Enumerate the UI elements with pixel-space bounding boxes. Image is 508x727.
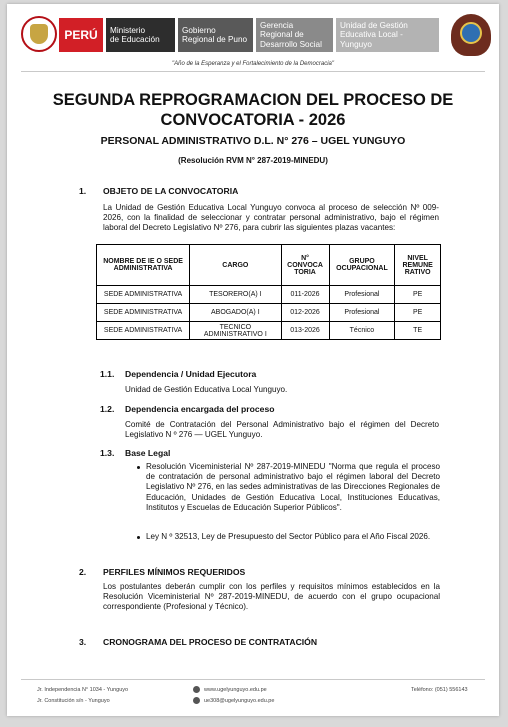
subsection-heading: Dependencia encargada del proceso [125, 404, 275, 414]
subsection-text: Comité de Contratación del Personal Administrativo bajo el régimen del Decreto Legislativo N º 276 — UGEL Yunguyo. [125, 420, 439, 440]
table-cell: ABOGADO(A) I [190, 304, 281, 322]
table-header: N° CONVOCA TORIA [281, 245, 329, 286]
table-cell: SEDE ADMINISTRATIVA [97, 304, 190, 322]
national-seal-icon [21, 16, 57, 52]
table-cell: TE [395, 322, 441, 340]
table-cell: PE [395, 286, 441, 304]
section-number: 3. [79, 637, 87, 647]
table-row [97, 304, 441, 322]
year-motto: "Año de la Esperanza y el Fortalecimiento de la Democracia" [171, 61, 334, 67]
resolution-reference: (Resolución RVM N° 287-2019-MINEDU) [178, 156, 328, 165]
email-icon [193, 697, 200, 704]
footer-website: www.ugelyunguyo.edu.pe [204, 687, 267, 693]
regional-government-label: Gobierno Regional de Puno [177, 18, 253, 52]
letterhead [21, 14, 491, 56]
table-cell: SEDE ADMINISTRATIVA [97, 322, 190, 340]
table-cell: 013-2026 [281, 322, 329, 340]
section-heading: CRONOGRAMA DEL PROCESO DE CONTRATACIÓN [103, 637, 318, 647]
document-title: SEGUNDA REPROGRAMACION DEL PROCESO DE CONVOCATORIA - 2026 [52, 91, 454, 129]
subsection-text: Unidad de Gestión Educativa Local Yunguyo. [125, 385, 288, 394]
subsection-heading: Dependencia / Unidad Ejecutora [125, 369, 257, 379]
ugel-logo-icon [451, 14, 491, 56]
country-label: PERÚ [59, 18, 103, 52]
section-heading: PERFILES MÍNIMOS REQUERIDOS [103, 567, 246, 577]
footer-divider [21, 679, 485, 680]
ugel-label: Unidad de Gestión Educativa Local - Yunguyo [335, 18, 439, 52]
section-number: 2. [79, 567, 87, 577]
footer-address: Jr. Constitución s/n - Yunguyo [37, 698, 110, 704]
legal-basis-item: Ley N º 32513, Ley de Presupuesto del Sector Público para el Año Fiscal 2026. [146, 532, 431, 541]
header-divider [21, 71, 485, 72]
footer-address: Jr. Independencia N° 1034 - Yunguyo [37, 687, 129, 693]
section-text: La Unidad de Gestión Educativa Local Yunguyo convoca al proceso de selección Nº 009-2026, con la finalidad de seleccionar y contratar personal administrativo, bajo el régimen laboral del Decreto Legislativo Nº 276, para cubrir las siguientes plazas vacantes: [103, 203, 439, 233]
document-subtitle: PERSONAL ADMINISTRATIVO D.L. N° 276 – UGEL YUNGUYO [100, 135, 406, 147]
web-icon [193, 686, 200, 693]
table-header: CARGO [190, 245, 281, 286]
table-cell: Técnico [329, 322, 395, 340]
table-cell: Profesional [329, 304, 395, 322]
legal-basis-item: Resolución Viceministerial Nº 287-2019-MINEDU "Norma que regula el proceso de contratación de personal administrativo bajo el régimen laboral del Decreto Legislativo Nº 276, en las sedes administrativas de las Direcciones Regionales de Educación, Unidades de Gestión Educativa Local, Instituciones Educativas, Institutos y Escuelas de Educación Superior Públicos". [146, 462, 440, 512]
table-header: GRUPO OCUPACIONAL [329, 245, 395, 286]
table-cell: TECNICO ADMINISTRATIVO I [190, 322, 281, 340]
footer-email: ue308@ugelyunguyo.edu.pe [204, 698, 275, 704]
section-text: Los postulantes deberán cumplir con los perfiles y requisitos mínimos establecidos en la Resolución Viceministerial Nº 287-2019-MINEDU, de acuerdo con el grupo ocupacional correspondiente (Profesional y Técnico). [103, 582, 440, 612]
subsection-number: 1.2. [100, 404, 115, 414]
table-cell: 012-2026 [281, 304, 329, 322]
table-cell: PE [395, 304, 441, 322]
table-header-row [97, 245, 441, 286]
document-page [7, 4, 499, 716]
ministry-label: Ministerio de Educación [105, 18, 175, 52]
table-row [97, 286, 441, 304]
table-cell: SEDE ADMINISTRATIVA [97, 286, 190, 304]
section-heading: OBJETO DE LA CONVOCATORIA [103, 186, 239, 196]
table-header: NOMBRE DE IE O SEDE ADMINISTRATIVA [97, 245, 190, 286]
table-cell: 011-2026 [281, 286, 329, 304]
vacancies-table [96, 244, 441, 340]
section-number: 1. [79, 186, 87, 196]
table-cell: Profesional [329, 286, 395, 304]
social-development-label: Gerencia Regional de Desarrollo Social [255, 18, 333, 52]
subsection-heading: Base Legal [125, 448, 171, 458]
subsection-number: 1.1. [100, 369, 115, 379]
table-header: NIVEL REMUNE RATIVO [395, 245, 441, 286]
bullet-icon [137, 466, 140, 469]
table-cell: TESORERO(A) I [190, 286, 281, 304]
subsection-number: 1.3. [100, 448, 115, 458]
bullet-icon [137, 536, 140, 539]
footer-phone: Teléfono: (051) 556143 [411, 687, 468, 693]
table-row [97, 322, 441, 340]
